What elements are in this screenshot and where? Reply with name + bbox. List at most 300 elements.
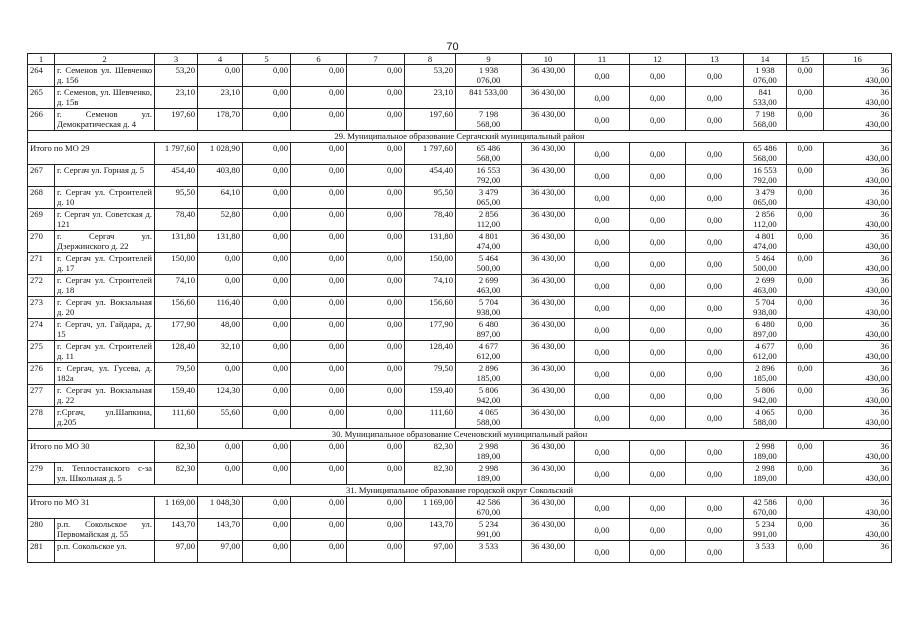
row-number: 273	[28, 297, 55, 319]
cell-col12: 0,00	[630, 143, 686, 165]
cost-limit	[824, 165, 892, 187]
cost-per-m2: 36 430,00	[522, 385, 575, 407]
cost-fund-line1: 3 479	[755, 187, 775, 197]
area-total: 159,40	[155, 385, 198, 407]
row-number: 265	[28, 87, 55, 109]
total-label: Итого по МО 29	[28, 143, 155, 165]
cell-col8: 454,40	[405, 165, 456, 187]
column-header: 5	[243, 54, 291, 65]
cell-col5: 0,00	[243, 297, 291, 319]
cost-fund-line2: 112,00	[753, 219, 777, 229]
page-number: 70	[446, 41, 459, 53]
cost-per-m2: 36 430,00	[522, 209, 575, 231]
section-heading-row	[28, 485, 892, 497]
cell-col7: 0,00	[347, 253, 405, 275]
cell-col8: 128,40	[405, 341, 456, 363]
cost-total-line1: 65 486	[476, 143, 501, 153]
cost-limit	[824, 275, 892, 297]
area-living: 0,00	[198, 363, 243, 385]
cost-total	[456, 165, 522, 187]
cell-col12: 0,00	[630, 297, 686, 319]
cell-col6: 0,00	[291, 363, 347, 385]
cost-fund-line2: 588,00	[753, 417, 777, 427]
cost-fund-line2: 189,00	[753, 473, 777, 483]
cost-fund-line1: 7 198	[755, 109, 775, 119]
cell-col11: 0,00	[575, 541, 630, 563]
cost-fund-line1: 5 704	[755, 297, 775, 307]
cost-fund-line2: 185,00	[753, 373, 777, 383]
cost-total-line2: 897,00	[476, 329, 501, 339]
cell-col7: 0,00	[347, 231, 405, 253]
column-header: 14	[744, 54, 787, 65]
cell-col8: 156,60	[405, 297, 456, 319]
cost-fund-line2: 568,00	[753, 153, 777, 163]
table-row	[28, 275, 892, 297]
cost-fund-line2: 189,00	[753, 451, 777, 461]
cell-col5: 0,00	[243, 363, 291, 385]
cost-fund-line1: 2 998	[755, 463, 775, 473]
row-number: 280	[28, 519, 55, 541]
cost-fund	[744, 187, 787, 209]
cost-total	[456, 187, 522, 209]
cost-limit	[824, 407, 892, 429]
cell-col11: 0,00	[575, 109, 630, 131]
cell-col15: 0,00	[787, 519, 824, 541]
cell-col15: 0,00	[787, 187, 824, 209]
row-number: 276	[28, 363, 55, 385]
table-row	[28, 319, 892, 341]
cell-col5: 0,00	[243, 541, 291, 563]
address-cell: г. Сергач ул. Вокзальная д. 20	[55, 297, 155, 319]
cost-limit-line1: 36	[880, 143, 889, 153]
area-living: 0,00	[198, 441, 243, 463]
cost-limit-line1: 36	[880, 87, 889, 97]
column-header: 15	[787, 54, 824, 65]
cell-col15: 0,00	[787, 341, 824, 363]
table-row	[28, 165, 892, 187]
cost-total	[456, 65, 522, 87]
cell-col11: 0,00	[575, 319, 630, 341]
cell-col11: 0,00	[575, 187, 630, 209]
cell-col6: 0,00	[291, 187, 347, 209]
cost-per-m2: 36 430,00	[522, 253, 575, 275]
cost-total-line2: 185,00	[476, 373, 501, 383]
cost-limit-line1: 36	[880, 407, 889, 417]
cell-col13: 0,00	[686, 143, 744, 165]
cost-fund-line2: 533,00	[753, 97, 777, 107]
cell-col6: 0,00	[291, 253, 347, 275]
cost-total-line1: 2 998	[478, 441, 499, 451]
cost-limit-line1: 36	[880, 209, 889, 219]
cell-col11: 0,00	[575, 463, 630, 485]
cost-fund-line2: 938,00	[753, 307, 777, 317]
cost-per-m2: 36 430,00	[522, 463, 575, 485]
cost-total-line2: 588,00	[476, 417, 501, 427]
cost-fund-line2: 942,00	[753, 395, 777, 405]
cost-total-line1: 7 198	[478, 109, 499, 119]
area-total: 111,60	[155, 407, 198, 429]
cost-limit	[824, 519, 892, 541]
cell-col15: 0,00	[787, 319, 824, 341]
cell-col7: 0,00	[347, 441, 405, 463]
cell-col15: 0,00	[787, 541, 824, 563]
cost-limit-line2: 430,00	[865, 373, 889, 383]
cell-col7: 0,00	[347, 187, 405, 209]
cell-col15: 0,00	[787, 231, 824, 253]
cell-col13: 0,00	[686, 341, 744, 363]
cost-total-line1: 2 856	[478, 209, 499, 219]
cost-total-line1: 1 938	[478, 65, 499, 75]
cost-fund-line1: 3 533	[755, 541, 775, 551]
cell-col15: 0,00	[787, 165, 824, 187]
cell-col7: 0,00	[347, 319, 405, 341]
area-living: 131,80	[198, 231, 243, 253]
cell-col5: 0,00	[243, 143, 291, 165]
area-living: 23,10	[198, 87, 243, 109]
cost-per-m2: 36 430,00	[522, 165, 575, 187]
cost-total-line1: 4 677	[478, 341, 499, 351]
area-living: 32,10	[198, 341, 243, 363]
cell-col7: 0,00	[347, 109, 405, 131]
cell-col15: 0,00	[787, 65, 824, 87]
area-total: 82,30	[155, 441, 198, 463]
cell-col5: 0,00	[243, 519, 291, 541]
cost-total	[456, 519, 522, 541]
cell-col5: 0,00	[243, 463, 291, 485]
area-living: 97,00	[198, 541, 243, 563]
cost-limit-line1: 36	[880, 275, 889, 285]
cell-col11: 0,00	[575, 275, 630, 297]
cell-col7: 0,00	[347, 275, 405, 297]
cell-col8: 143,70	[405, 519, 456, 541]
cost-limit	[824, 385, 892, 407]
area-total: 53,20	[155, 65, 198, 87]
cell-col8: 74,10	[405, 275, 456, 297]
column-header: 1	[28, 54, 55, 65]
address-cell: г. Сергач ул. Вокзальная д. 22	[55, 385, 155, 407]
cost-per-m2: 36 430,00	[522, 143, 575, 165]
cost-fund-line1: 6 480	[755, 319, 775, 329]
cell-col6: 0,00	[291, 65, 347, 87]
cost-total	[456, 109, 522, 131]
table-header-row	[28, 54, 892, 65]
cost-fund-line1: 5 234	[755, 519, 775, 529]
cost-fund	[744, 463, 787, 485]
column-header: 13	[686, 54, 744, 65]
cost-limit-line2: 430,00	[865, 351, 889, 361]
cell-col11: 0,00	[575, 253, 630, 275]
cell-col11: 0,00	[575, 407, 630, 429]
cost-total-line1: 3 533	[478, 541, 499, 551]
column-header: 4	[198, 54, 243, 65]
cell-col13: 0,00	[686, 275, 744, 297]
column-header: 7	[347, 54, 405, 65]
cost-total-line2: 189,00	[476, 451, 501, 461]
cell-col15: 0,00	[787, 143, 824, 165]
cell-col15: 0,00	[787, 275, 824, 297]
cost-fund-line2: 500,00	[753, 263, 777, 273]
cost-limit-line1: 36	[880, 109, 889, 119]
cost-fund	[744, 407, 787, 429]
cost-fund-line1: 5 806	[755, 385, 775, 395]
cost-limit-line2: 430,00	[865, 75, 889, 85]
cell-col8: 78,40	[405, 209, 456, 231]
cost-fund	[744, 341, 787, 363]
address-cell: г. Семенов ул. Демократическая д. 4	[55, 109, 155, 131]
cell-col7: 0,00	[347, 363, 405, 385]
table-row	[28, 65, 892, 87]
table-row	[28, 187, 892, 209]
address-cell: г. Сергач, ул. Гайдара, д. 15	[55, 319, 155, 341]
cost-limit-line2: 430,00	[865, 473, 889, 483]
cost-fund-line2: 065,00	[753, 197, 777, 207]
cell-col13: 0,00	[686, 385, 744, 407]
cost-fund	[744, 441, 787, 463]
cost-limit-line1: 36	[880, 519, 889, 529]
cost-limit-line2: 430,00	[865, 197, 889, 207]
cost-total-line1: 841 533,00	[469, 87, 508, 97]
cell-col8: 79,50	[405, 363, 456, 385]
address-cell: р.п. Сокольское ул. Первомайская д. 55	[55, 519, 155, 541]
cell-col6: 0,00	[291, 87, 347, 109]
cost-total-line1: 5 704	[478, 297, 499, 307]
cell-col5: 0,00	[243, 385, 291, 407]
column-header: 16	[824, 54, 892, 65]
cell-col12: 0,00	[630, 385, 686, 407]
cell-col6: 0,00	[291, 341, 347, 363]
cost-limit	[824, 297, 892, 319]
cost-total	[456, 541, 522, 563]
cost-limit-line2: 430,00	[865, 119, 889, 129]
cost-fund-line1: 5 464	[755, 253, 775, 263]
cost-limit-line1: 36	[880, 319, 889, 329]
cost-fund	[744, 165, 787, 187]
cell-col13: 0,00	[686, 441, 744, 463]
cost-per-m2: 36 430,00	[522, 231, 575, 253]
cell-col5: 0,00	[243, 231, 291, 253]
cell-col7: 0,00	[347, 143, 405, 165]
cost-total	[456, 297, 522, 319]
cost-total-line1: 2 998	[478, 463, 499, 473]
table-body	[28, 54, 892, 563]
cell-col6: 0,00	[291, 463, 347, 485]
cost-total	[456, 87, 522, 109]
cost-total-line2: 076,00	[476, 75, 501, 85]
cost-fund	[744, 497, 787, 519]
cell-col13: 0,00	[686, 541, 744, 563]
cell-col6: 0,00	[291, 497, 347, 519]
cost-total-line2: 568,00	[476, 153, 501, 163]
row-number: 269	[28, 209, 55, 231]
address-cell: р.п. Сокольское ул.	[55, 541, 155, 563]
cost-fund-line1: 2 998	[755, 441, 775, 451]
table-row	[28, 363, 892, 385]
table-row	[28, 541, 892, 563]
cost-fund-line1: 841	[758, 87, 772, 97]
address-cell: г. Сергач ул. Горная д. 5	[55, 165, 155, 187]
cost-limit-line2: 430,00	[865, 507, 889, 517]
section-heading-row	[28, 131, 892, 143]
cost-total-line2: 612,00	[476, 351, 501, 361]
cost-fund	[744, 363, 787, 385]
cell-col8: 159,40	[405, 385, 456, 407]
cell-col13: 0,00	[686, 65, 744, 87]
cell-col6: 0,00	[291, 541, 347, 563]
cell-col5: 0,00	[243, 319, 291, 341]
cell-col6: 0,00	[291, 407, 347, 429]
cell-col11: 0,00	[575, 87, 630, 109]
area-total: 128,40	[155, 341, 198, 363]
cost-limit-line1: 36	[880, 463, 889, 473]
address-cell: п. Теплостанского с-за ул. Школьная д. 5	[55, 463, 155, 485]
cost-limit-line2: 430,00	[865, 219, 889, 229]
cost-per-m2: 36 430,00	[522, 65, 575, 87]
cost-total-line2: 474,00	[476, 241, 501, 251]
cell-col12: 0,00	[630, 463, 686, 485]
cell-col8: 197,60	[405, 109, 456, 131]
row-number: 277	[28, 385, 55, 407]
cost-limit-line2: 430,00	[865, 307, 889, 317]
cost-total	[456, 497, 522, 519]
cost-fund-line1: 1 938	[755, 65, 775, 75]
cell-col15: 0,00	[787, 463, 824, 485]
area-living: 0,00	[198, 275, 243, 297]
cell-col7: 0,00	[347, 385, 405, 407]
cost-total	[456, 441, 522, 463]
cost-total-line2: 463,00	[476, 285, 501, 295]
cell-col5: 0,00	[243, 65, 291, 87]
address-cell: г. Семенов, ул. Шевченко, д. 15в	[55, 87, 155, 109]
cell-col11: 0,00	[575, 385, 630, 407]
table-row	[28, 87, 892, 109]
cost-per-m2: 36 430,00	[522, 519, 575, 541]
column-header: 12	[630, 54, 686, 65]
cell-col12: 0,00	[630, 363, 686, 385]
cost-fund-line2: 463,00	[753, 285, 777, 295]
cell-col7: 0,00	[347, 341, 405, 363]
cell-col12: 0,00	[630, 497, 686, 519]
cell-col13: 0,00	[686, 187, 744, 209]
cell-col12: 0,00	[630, 231, 686, 253]
cost-total-line1: 4 065	[478, 407, 499, 417]
cell-col13: 0,00	[686, 109, 744, 131]
cost-limit	[824, 541, 892, 563]
cell-col8: 82,30	[405, 463, 456, 485]
cost-limit-line2: 430,00	[865, 285, 889, 295]
cell-col5: 0,00	[243, 407, 291, 429]
cost-fund	[744, 109, 787, 131]
area-living: 52,80	[198, 209, 243, 231]
area-total: 74,10	[155, 275, 198, 297]
cost-total	[456, 231, 522, 253]
cost-fund-line1: 2 699	[755, 275, 775, 285]
cell-col12: 0,00	[630, 209, 686, 231]
cost-fund-line1: 2 856	[755, 209, 775, 219]
cell-col15: 0,00	[787, 209, 824, 231]
cell-col5: 0,00	[243, 109, 291, 131]
cost-fund-line1: 2 896	[755, 363, 775, 373]
cost-total-line1: 4 801	[478, 231, 499, 241]
cell-col6: 0,00	[291, 275, 347, 297]
cost-per-m2: 36 430,00	[522, 497, 575, 519]
cell-col5: 0,00	[243, 341, 291, 363]
row-number: 266	[28, 109, 55, 131]
cost-fund-line1: 4 677	[755, 341, 775, 351]
cell-col11: 0,00	[575, 441, 630, 463]
section-heading: 30. Муниципальное образование Сеченовский муниципальный район	[28, 429, 892, 441]
area-total: 454,40	[155, 165, 198, 187]
cost-fund	[744, 253, 787, 275]
cost-total-line2: 189,00	[476, 473, 501, 483]
cell-col5: 0,00	[243, 187, 291, 209]
cell-col12: 0,00	[630, 65, 686, 87]
cost-total-line1: 5 806	[478, 385, 499, 395]
section-heading: 31. Муниципальное образование городской округ Сокольский	[28, 485, 892, 497]
cell-col6: 0,00	[291, 441, 347, 463]
cost-fund	[744, 231, 787, 253]
cost-limit-line2: 430,00	[865, 175, 889, 185]
cell-col6: 0,00	[291, 143, 347, 165]
cell-col11: 0,00	[575, 231, 630, 253]
cost-total-line1: 6 480	[478, 319, 499, 329]
cell-col12: 0,00	[630, 519, 686, 541]
row-number: 272	[28, 275, 55, 297]
cell-col12: 0,00	[630, 319, 686, 341]
section-heading: 29. Муниципальное образование Сергачский муниципальный район	[28, 131, 892, 143]
cost-limit	[824, 463, 892, 485]
cost-limit	[824, 363, 892, 385]
cost-limit	[824, 497, 892, 519]
area-living: 124,30	[198, 385, 243, 407]
cell-col5: 0,00	[243, 165, 291, 187]
cost-total-line2: 938,00	[476, 307, 501, 317]
area-total: 79,50	[155, 363, 198, 385]
cost-limit-line2: 430,00	[865, 329, 889, 339]
cell-col11: 0,00	[575, 497, 630, 519]
area-living: 403,80	[198, 165, 243, 187]
cell-col12: 0,00	[630, 253, 686, 275]
cost-fund	[744, 143, 787, 165]
cost-total-line2: 065,00	[476, 197, 501, 207]
cost-limit-line1: 36	[880, 297, 889, 307]
cost-total	[456, 385, 522, 407]
row-number: 279	[28, 463, 55, 485]
cost-per-m2: 36 430,00	[522, 541, 575, 563]
cell-col15: 0,00	[787, 441, 824, 463]
column-header: 2	[55, 54, 155, 65]
cost-limit-line1: 36	[880, 187, 889, 197]
cell-col15: 0,00	[787, 109, 824, 131]
total-row	[28, 497, 892, 519]
cell-col13: 0,00	[686, 519, 744, 541]
address-cell: г. Сергач ул. Строителей д. 17	[55, 253, 155, 275]
column-header: 8	[405, 54, 456, 65]
cost-total-line1: 5 464	[478, 253, 499, 263]
cost-total-line1: 16 553	[476, 165, 501, 175]
cell-col15: 0,00	[787, 497, 824, 519]
cost-per-m2: 36 430,00	[522, 341, 575, 363]
cost-fund-line2: 474,00	[753, 241, 777, 251]
cell-col12: 0,00	[630, 87, 686, 109]
cost-total	[456, 407, 522, 429]
cost-limit-line1: 36	[880, 341, 889, 351]
cell-col6: 0,00	[291, 297, 347, 319]
address-cell: г. Сергач ул. Дзержинского д. 22	[55, 231, 155, 253]
cost-limit-line2: 430,00	[865, 241, 889, 251]
cost-total-line2: 670,00	[476, 507, 501, 517]
cost-limit-line2: 430,00	[865, 529, 889, 539]
row-number: 278	[28, 407, 55, 429]
